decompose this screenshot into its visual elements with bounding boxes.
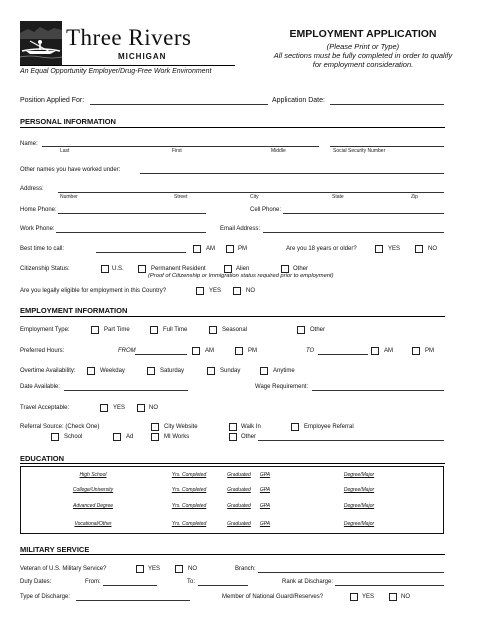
saturday-checkbox[interactable] [147, 367, 155, 375]
edu-college-years-completed[interactable]: Yrs. Completed [171, 487, 207, 493]
age-yes-checkbox[interactable] [375, 245, 383, 253]
alien-label: Alien [236, 266, 250, 272]
mi-works-checkbox[interactable] [151, 433, 159, 441]
from-am-label: AM [205, 348, 214, 354]
edu-advanced-degree-level: Advanced Degree [72, 503, 114, 509]
citizenship-label: Citizenship Status: [20, 266, 70, 272]
edu-high-school-gpa[interactable]: GPA [259, 472, 271, 478]
seasonal-checkbox[interactable] [209, 326, 217, 334]
military-heading: MILITARY SERVICE [20, 545, 90, 554]
from-pm-label: PM [248, 348, 257, 354]
work-phone-label: Work Phone: [20, 226, 55, 232]
anytime-label: Anytime [273, 368, 295, 374]
eligible-yes-label: YES [209, 288, 222, 294]
duty-from-field[interactable] [103, 585, 157, 586]
other-names-label: Other names you have worked under: [20, 167, 121, 173]
veteran-yes-checkbox[interactable] [136, 565, 144, 573]
first-hint: First [172, 148, 182, 154]
guard-label: Member of National Guard/Reserves? [222, 594, 324, 600]
veteran-no-checkbox[interactable] [175, 565, 183, 573]
ssn-hint: Social Security Number [333, 148, 386, 154]
edu-advanced-degree-degree-major[interactable]: Degree/Major [343, 503, 375, 509]
preferred-hours-label: Preferred Hours: [20, 348, 65, 354]
eligible-yes-checkbox[interactable] [196, 287, 204, 295]
personal-rule [20, 127, 445, 128]
ssn-field[interactable] [330, 146, 444, 147]
full-time-label: Full Time [163, 327, 188, 333]
referral-other-field[interactable] [258, 440, 444, 441]
edu-high-school-level: High School [79, 472, 107, 478]
edu-advanced-degree-graduated[interactable]: Graduated [227, 503, 251, 509]
to-am-checkbox[interactable] [371, 347, 379, 355]
home-phone-label: Home Phone: [20, 207, 57, 213]
citizenship-other-checkbox[interactable] [281, 265, 289, 273]
eligible-no-checkbox[interactable] [233, 287, 241, 295]
personal-heading: PERSONAL INFORMATION [20, 117, 116, 126]
weekday-checkbox[interactable] [87, 367, 95, 375]
employee-referral-label: Employee Referral [304, 424, 354, 430]
travel-no-label: NO [149, 405, 158, 411]
city-website-label: City Website [164, 424, 198, 430]
travel-label: Travel Acceptable: [20, 405, 70, 411]
call-am-label: AM [206, 246, 215, 252]
subtitle-2: All sections must be fully completed in order to qualify [273, 51, 453, 60]
hours-to-label: TO [306, 348, 315, 354]
veteran-label: Veteran of U.S. Military Service? [20, 566, 107, 572]
citizenship-other-label: Other [293, 266, 309, 272]
best-time-label: Best time to call: [20, 246, 65, 252]
sunday-checkbox[interactable] [207, 367, 215, 375]
middle-hint: Middle [271, 148, 286, 154]
ad-checkbox[interactable] [113, 433, 121, 441]
rank-label: Rank at Discharge: [282, 579, 334, 585]
date-available-label: Date Available: [20, 384, 60, 390]
company-sub: MICHIGAN [118, 52, 167, 61]
subtitle-1: (Please Print or Type) [326, 42, 400, 51]
other-names-field[interactable] [140, 173, 444, 174]
permanent-resident-checkbox[interactable] [138, 265, 146, 273]
duty-dates-label: Duty Dates: [20, 579, 52, 585]
address-field[interactable] [58, 192, 444, 193]
edu-high-school-graduated[interactable]: Graduated [227, 472, 251, 478]
military-rule [20, 554, 445, 555]
guard-no-label: NO [401, 594, 410, 600]
proof-note: (Proof of Citizenship or Immigration status required prior to employment) [148, 273, 334, 279]
alien-checkbox[interactable] [224, 265, 232, 273]
zip-hint: Zip [411, 194, 418, 200]
us-label: U.S. [112, 266, 124, 272]
mi-works-label: MI Works [164, 434, 190, 440]
guard-yes-checkbox[interactable] [350, 593, 358, 601]
page-title: EMPLOYMENT APPLICATION [289, 28, 437, 40]
kayaker-icon [20, 21, 62, 65]
best-time-field[interactable] [96, 252, 186, 253]
veteran-no-label: NO [188, 566, 197, 572]
application-date-field[interactable] [330, 104, 444, 105]
to-am-label: AM [384, 348, 393, 354]
home-phone-field[interactable] [58, 213, 206, 214]
travel-yes-label: YES [113, 405, 126, 411]
guard-no-checkbox[interactable] [389, 593, 397, 601]
subtitle-3: for employment consideration. [312, 60, 414, 69]
school-label: School [64, 434, 83, 440]
from-pm-checkbox[interactable] [235, 347, 243, 355]
application-date-label: Application Date: [272, 97, 325, 104]
part-time-label: Part Time [104, 327, 130, 333]
age-question: Are you 18 years or older? [286, 246, 357, 252]
seasonal-label: Seasonal [222, 327, 248, 333]
overtime-label: Overtime Availability: [20, 368, 76, 374]
company-name: Three Rivers [66, 25, 192, 50]
duty-to-label: To: [187, 579, 196, 585]
veteran-yes-label: YES [148, 566, 161, 572]
call-pm-label: PM [238, 246, 247, 252]
cell-phone-label: Cell Phone: [250, 207, 282, 213]
school-checkbox[interactable] [51, 433, 59, 441]
edu-high-school-years-completed[interactable]: Yrs. Completed [171, 472, 207, 478]
anytime-checkbox[interactable] [260, 367, 268, 375]
weekday-label: Weekday [100, 368, 125, 374]
date-available-field[interactable] [64, 390, 188, 391]
education-rule [20, 463, 445, 464]
travel-no-checkbox[interactable] [137, 404, 145, 412]
to-pm-checkbox[interactable] [412, 347, 420, 355]
duty-to-field[interactable] [198, 585, 248, 586]
three-rivers-logo [20, 21, 62, 65]
eligible-question: Are you legally eligible for employment in this Country? [20, 288, 167, 294]
age-yes-label: YES [388, 246, 401, 252]
from-am-checkbox[interactable] [192, 347, 200, 355]
education-heading: EDUCATION [20, 454, 65, 463]
call-pm-checkbox[interactable] [226, 245, 234, 253]
travel-yes-checkbox[interactable] [100, 404, 108, 412]
employee-referral-checkbox[interactable] [291, 423, 299, 431]
street-hint: Street [174, 194, 188, 200]
number-hint: Number [60, 194, 78, 200]
hours-to-field[interactable] [318, 354, 368, 355]
edu-vocational-degree-major[interactable]: Degree/Major [343, 521, 375, 527]
wage-label: Wage Requirement: [255, 384, 309, 390]
branch-label: Branch: [235, 566, 256, 572]
referral-other-label: Other [241, 434, 257, 440]
guard-yes-label: YES [362, 594, 375, 600]
hours-from-label: FROM [118, 348, 136, 354]
work-phone-field[interactable] [56, 232, 206, 233]
sunday-label: Sunday [220, 368, 241, 374]
walk-in-checkbox[interactable] [229, 423, 237, 431]
address-label: Address: [20, 186, 44, 192]
edu-vocational-level: Vocational/Other [74, 521, 112, 527]
saturday-label: Saturday [160, 368, 185, 374]
discharge-type-label: Type of Discharge: [20, 594, 71, 600]
city-hint: City [250, 194, 259, 200]
age-no-label: NO [428, 246, 437, 252]
employment-type-label: Employment Type: [20, 327, 70, 333]
name-field[interactable] [42, 146, 319, 147]
city-website-checkbox[interactable] [151, 423, 159, 431]
edu-high-school-degree-major[interactable]: Degree/Major [343, 472, 375, 478]
referral-label: Referral Source: (Check One) [20, 424, 100, 430]
wage-field[interactable] [312, 390, 444, 391]
last-hint: Last [60, 148, 70, 154]
edu-college-graduated[interactable]: Graduated [227, 487, 251, 493]
employment-rule [20, 316, 445, 317]
part-time-checkbox[interactable] [91, 326, 99, 334]
hours-from-field[interactable] [135, 354, 187, 355]
education-table [20, 466, 444, 534]
discharge-type-field[interactable] [76, 600, 190, 601]
permanent-resident-label: Permanent Resident [151, 266, 206, 272]
tagline: An Equal Opportunity Employer/Drug-Free Work Environment [20, 68, 212, 75]
edu-advanced-degree-years-completed[interactable]: Yrs. Completed [171, 503, 207, 509]
type-other-label: Other [310, 327, 326, 333]
edu-college-level: College/University [72, 487, 114, 493]
call-am-checkbox[interactable] [193, 245, 201, 253]
edu-college-degree-major[interactable]: Degree/Major [343, 487, 375, 493]
state-hint: State [332, 194, 344, 200]
rank-field[interactable] [335, 585, 444, 586]
walk-in-label: Walk In [241, 424, 261, 430]
full-time-checkbox[interactable] [150, 326, 158, 334]
name-label: Name: [20, 141, 38, 147]
referral-other-checkbox[interactable] [229, 433, 237, 441]
edu-advanced-degree-gpa[interactable]: GPA [259, 503, 271, 509]
position-label: Position Applied For: [20, 97, 85, 104]
edu-college-gpa[interactable]: GPA [259, 487, 271, 493]
age-no-checkbox[interactable] [415, 245, 423, 253]
type-other-checkbox[interactable] [297, 326, 305, 334]
edu-vocational-gpa[interactable]: GPA [259, 521, 271, 527]
email-label: Email Address: [220, 226, 261, 232]
duty-from-label: From: [85, 579, 101, 585]
us-checkbox[interactable] [101, 265, 109, 273]
eligible-no-label: NO [246, 288, 255, 294]
employment-heading: EMPLOYMENT INFORMATION [20, 306, 128, 315]
edu-vocational-years-completed[interactable]: Yrs. Completed [171, 521, 207, 527]
ad-label: Ad [126, 434, 134, 440]
edu-vocational-graduated[interactable]: Graduated [227, 521, 251, 527]
email-field[interactable] [263, 232, 444, 233]
position-field[interactable] [90, 104, 268, 105]
cell-phone-field[interactable] [283, 213, 444, 214]
branch-field[interactable] [258, 572, 444, 573]
logo-rule [20, 65, 235, 66]
to-pm-label: PM [425, 348, 434, 354]
